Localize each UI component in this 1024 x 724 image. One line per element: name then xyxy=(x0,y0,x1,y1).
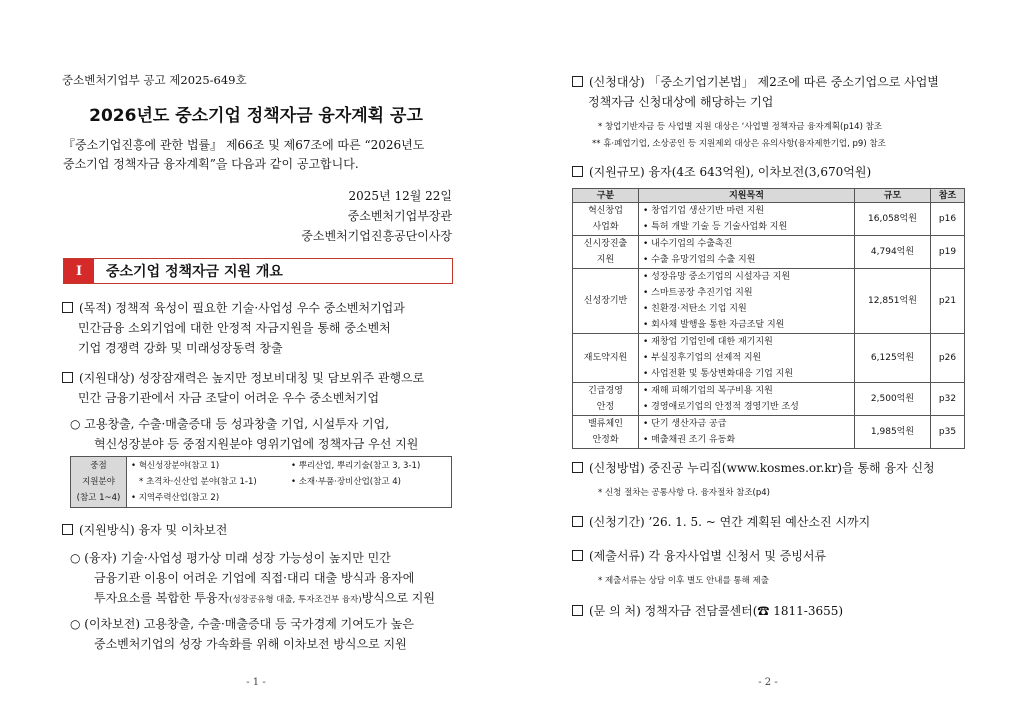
apply-method-heading: (신청방법) 중진공 누리집(www.kosmes.or.kr)을 통해 융자 신청 xyxy=(572,458,935,478)
signer-agency: 중소벤처기업진흥공단이사장 xyxy=(301,229,452,243)
checkbox-square-icon xyxy=(572,516,583,527)
checkbox-square-icon xyxy=(62,372,73,383)
col-header: 구분 xyxy=(573,189,639,203)
issue-date-block xyxy=(301,186,452,246)
section-number: Ⅰ xyxy=(64,259,94,283)
focus-area-table xyxy=(70,456,452,508)
focus-item: * 초격차·신산업 분야(참고 1-1) xyxy=(139,477,257,487)
method-heading: (지원방식) 융자 및 이차보전 xyxy=(62,520,227,540)
checkbox-square-icon xyxy=(62,302,73,313)
col-header: 지원목적 xyxy=(639,189,855,203)
documents-note: * 제출서류는 상담 이후 별도 안내를 통해 제출 xyxy=(598,576,769,586)
target-note: ** 휴·폐업기업, 소상공인 등 지원제외 대상은 유의사항(융자제한기업, p9) 참조 xyxy=(592,139,886,149)
checkbox-square-icon xyxy=(572,166,583,177)
table-row: 밸류체인 안정화 • 단기 생산자금 공급 • 매출채권 조기 유동화 1,985억원 p35 xyxy=(573,416,965,449)
apply-period-heading: (신청기간) ’26. 1. 5. ~ 연간 계획된 예산소진 시까지 xyxy=(572,512,870,532)
table-row: 재도약지원 • 재창업 기업인에 대한 재기지원 • 부실징후기업의 선제적 지원 • 사업전환 및 통상변화대응 기업 지원 6,125억원 p26 xyxy=(573,334,965,383)
method-interest-paragraph: ○ (이차보전) 고용창출, 수출·매출증대 등 국가경제 기여도가 높은 중소벤처기업의 성장 가속화를 위해 이차보전 방식으로 지원 xyxy=(70,617,414,651)
apply-target-paragraph: (신청대상) 「중소기업기본법」 제2조에 따른 중소기업으로 사업별 정책자금 신청대상에 해당하는 기업 xyxy=(572,72,939,112)
focus-area-label: 중점 지원분야 (참고 1~4) xyxy=(71,457,127,508)
table-row: 혁신창업 사업화 • 창업기업 생산기반 마련 지원 • 특허 개발 기술 등 기술사업화 지원 16,058억원 p16 xyxy=(573,203,965,236)
apply-note: * 신청 절차는 공통사항 다. 융자절차 참조(p4) xyxy=(598,488,770,498)
focus-item: • 소재·부품·장비산업(참고 4) xyxy=(291,477,401,487)
checkbox-square-icon xyxy=(572,605,583,616)
focus-item: • 지역주력산업(참고 2) xyxy=(131,493,220,503)
checkbox-square-icon xyxy=(62,524,73,535)
checkbox-square-icon xyxy=(572,462,583,473)
contact-heading: (문 의 처) 정책자금 전담콜센터(☎ 1811-3655) xyxy=(572,601,843,621)
purpose-paragraph: (목적) 정책적 육성이 필요한 기술·사업성 우수 중소벤처기업과 민간금융 소외기업에 대한 안정적 자금지원을 통해 중소벤처 기업 경쟁력 강화 및 미래성장동력 창출 xyxy=(62,298,405,358)
section-title: 중소기업 정책자금 지원 개요 xyxy=(106,264,283,280)
scale-heading: (지원규모) 융자(4조 643억원), 이차보전(3,670억원) xyxy=(572,162,871,182)
table-row: 신성장기반 • 성장유망 중소기업의 시설자금 지원 • 스마트공장 추진기업 지원 • 친환경·저탄소 기업 지원 • 회사채 발행을 통한 자금조달 지원 12,851억원 p21 xyxy=(573,269,965,334)
documents-heading: (제출서류) 각 융자사업별 신청서 및 증빙서류 xyxy=(572,546,826,566)
focus-item: • 뿌리산업, 뿌리기술(참고 3, 3-1) xyxy=(291,461,421,471)
col-header: 참조 xyxy=(931,189,965,203)
notice-number: 중소벤처기업부 공고 제2025-649호 xyxy=(62,73,247,87)
section-heading xyxy=(63,258,453,284)
page-number: - 1 - xyxy=(246,677,266,688)
focus-item: • 혁신성장분야(참고 1) xyxy=(131,461,220,471)
signer-minister: 중소벤처기업부장관 xyxy=(347,209,452,223)
page-2 xyxy=(512,0,1024,724)
table-row: 긴급경영 안정 • 재해 피해기업의 복구비용 지원 • 경영애로기업의 안정적 경영기반 조성 2,500억원 p32 xyxy=(573,383,965,416)
target-paragraph: (지원대상) 성장잠재력은 높지만 정보비대칭 및 담보위주 관행으로 민간 금융기관에서 자금 조달이 어려운 우수 중소벤처기업 xyxy=(62,368,424,408)
intro-text: 『중소기업진흥에 관한 법률』 제66조 및 제67조에 따른 “2026년도 중소기업 정책자금 융자계획”을 다음과 같이 공고합니다. xyxy=(63,138,425,171)
page-number: - 2 - xyxy=(758,677,778,688)
checkbox-square-icon xyxy=(572,76,583,87)
method-loan-paragraph: ○ (융자) 기술·사업성 평가상 미래 성장 가능성이 높지만 민간 금융기관 이용이 어려운 기업에 직접·대리 대출 방식과 융자에 투자요소를 복합한 투융자(성장공유형 대출, 투자조건부 융자)방식으로 지원 xyxy=(70,551,435,605)
issue-date: 2025년 12월 22일 xyxy=(348,189,452,203)
col-header: 규모 xyxy=(855,189,931,203)
table-row: 신시장진출 지원 • 내수기업의 수출촉진 • 수출 유망기업의 수출 지원 4,794억원 p19 xyxy=(573,236,965,269)
fund-table xyxy=(572,188,965,449)
target-sub-paragraph: ○ 고용창출, 수출·매출증대 등 성과창출 기업, 시설투자 기업, 혁신성장분야 등 중점지원분야 영위기업에 정책자금 우선 지원 xyxy=(70,417,419,451)
checkbox-square-icon xyxy=(572,550,583,561)
document-title: 2026년도 중소기업 정책자금 융자계획 공고 xyxy=(89,106,423,126)
focus-area-items xyxy=(127,457,452,508)
target-note: * 창업기반자금 등 사업별 지원 대상은 ‘사업별 정책자금 융자계획(p14) 참조 xyxy=(598,122,883,132)
table-header-row xyxy=(573,189,965,203)
